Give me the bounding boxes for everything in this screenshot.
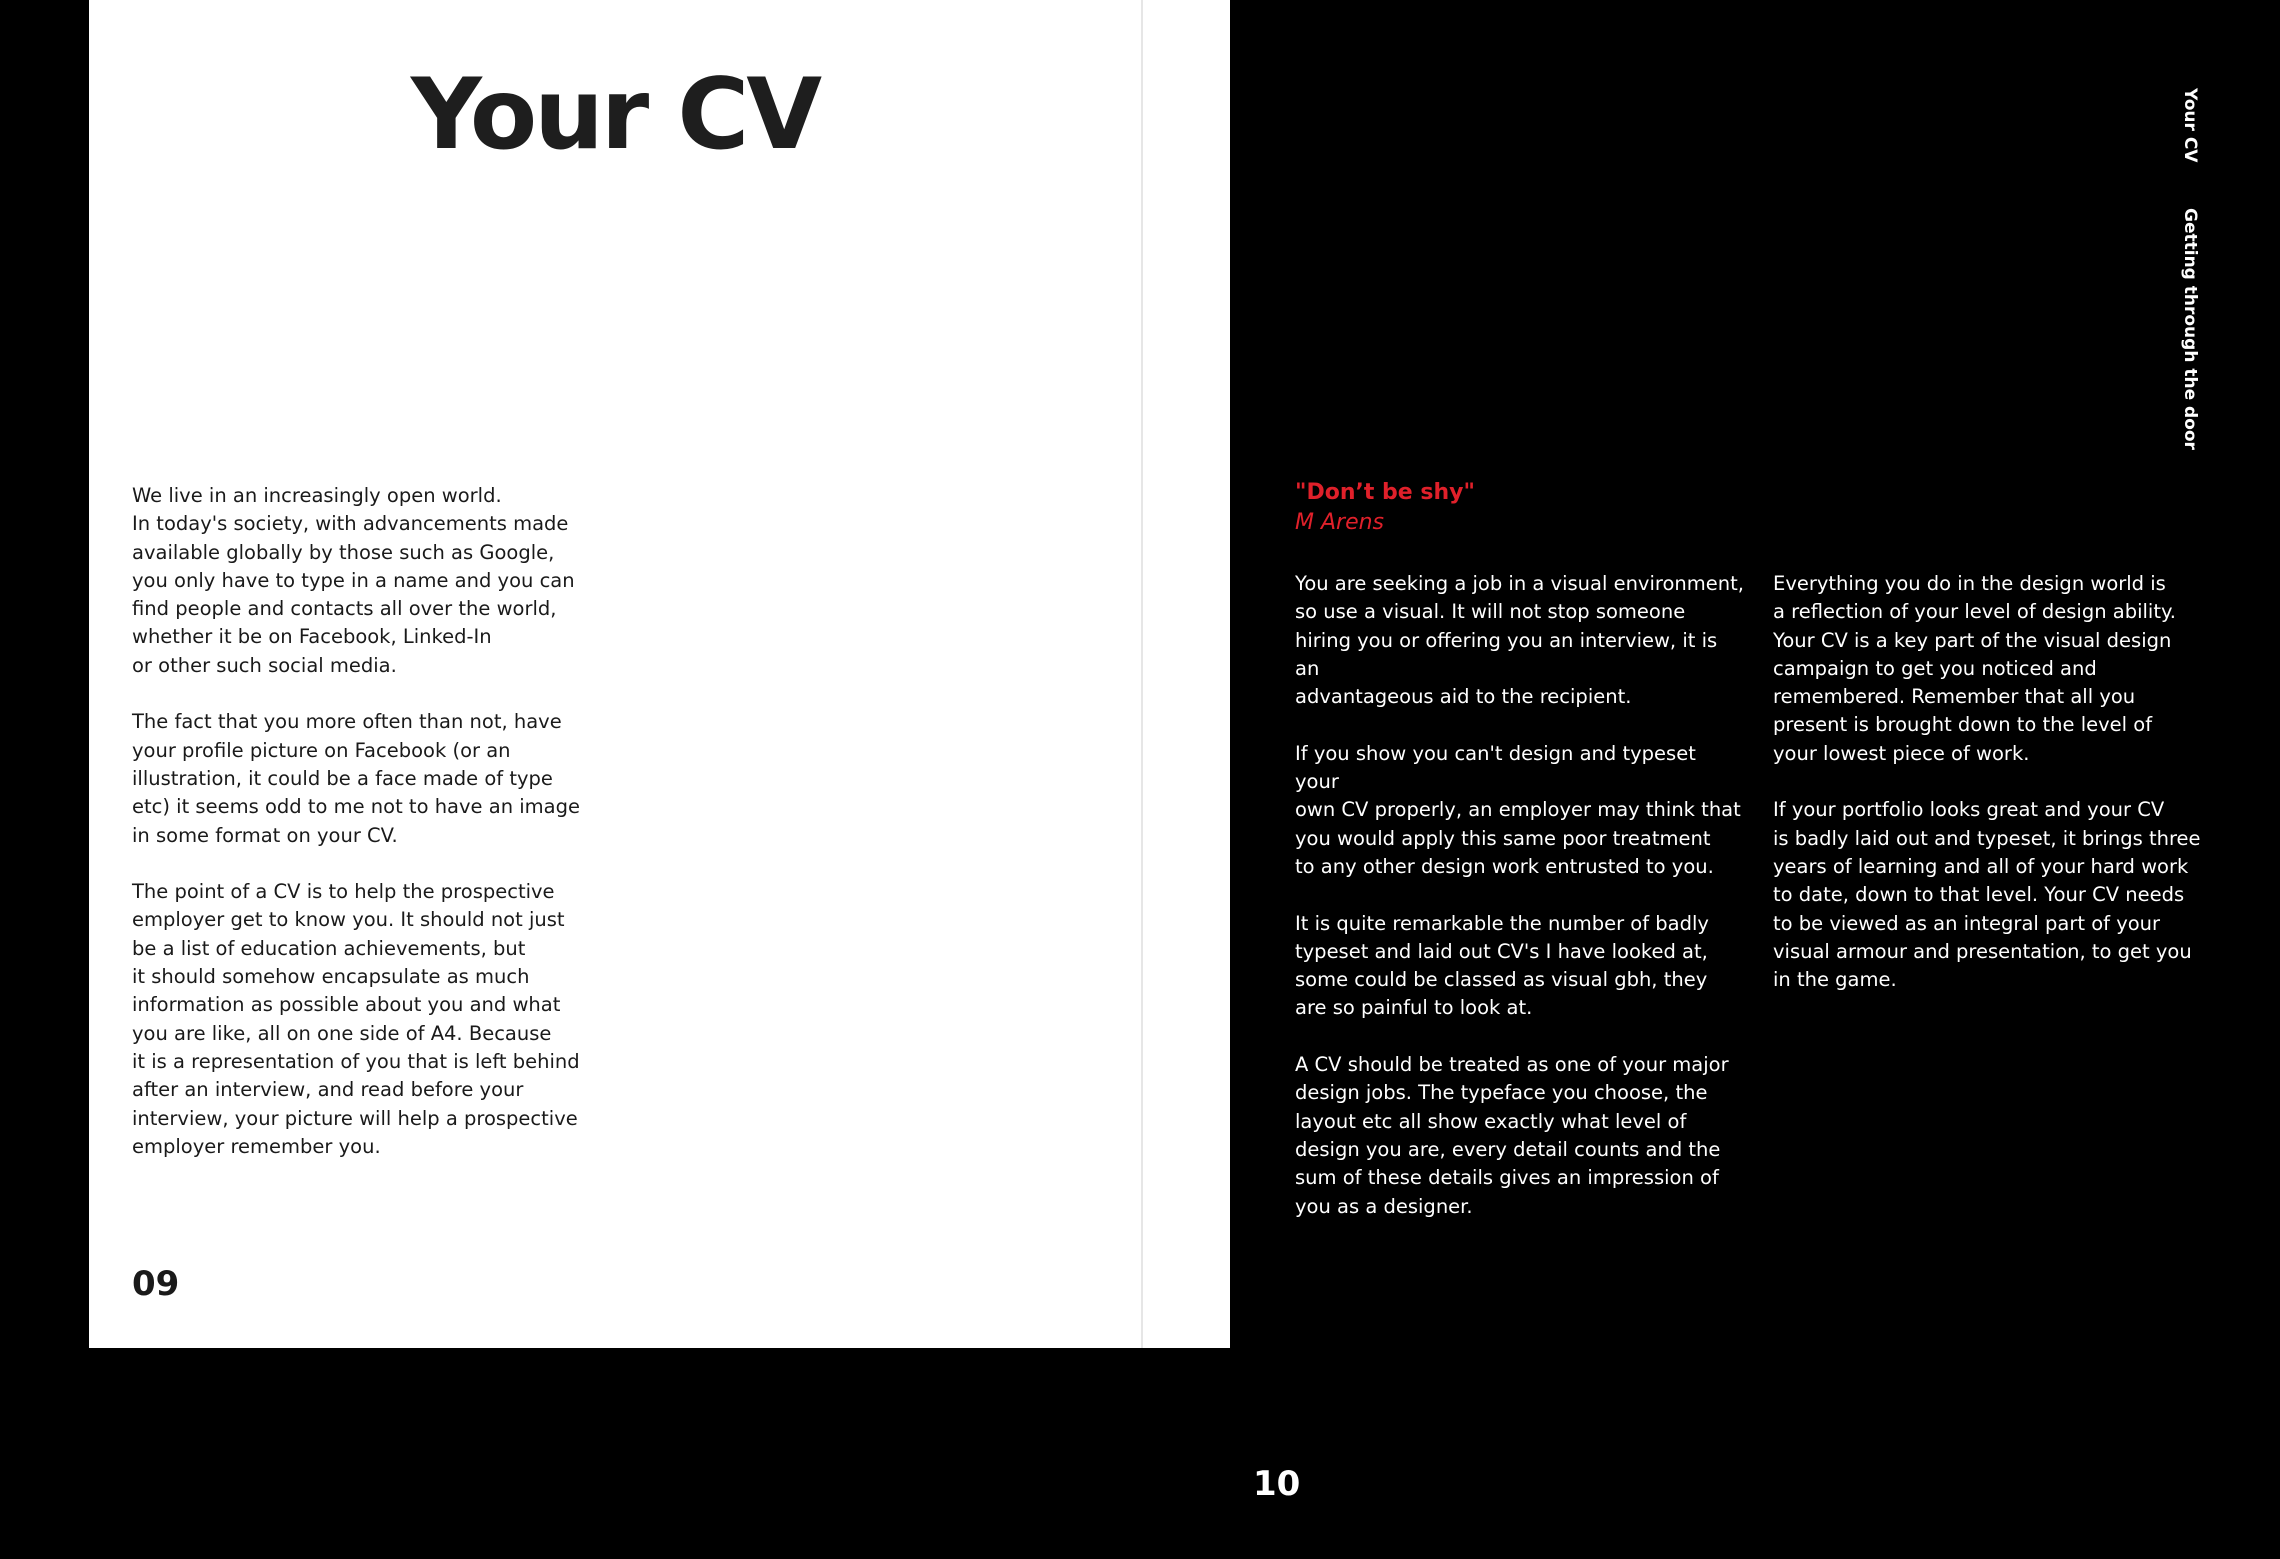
body-paragraph: If you show you can't design and typeset your own CV properly, an employer may think that you would apply this same poor treatment to any other design work entrusted to you. [1295,741,1741,878]
right-body-column-1 [1295,570,1745,1249]
page-title: Your CV [410,58,820,172]
quote-author: M Arens [1295,510,1385,535]
body-paragraph: You are seeking a job in a visual environment, so use a visual. It will not stop someone hiring you or offering you an interview, it is an advantageous aid to the recipient. [1295,572,1744,709]
body-paragraph: A CV should be treated as one of your major design jobs. The typeface you choose, the layout etc all show exactly what level of design you are, every detail counts and the sum of these details gives an impression of you as a designer. [1295,1053,1729,1218]
right-body-column-2 [1773,570,2223,1023]
pull-quote [1295,478,1475,538]
body-paragraph: The fact that you more often than not, have your profile picture on Facebook (or an illustration, it could be a face made of type etc) it seems odd to me not to have an image in some format on your CV. [132,710,580,847]
quote-text: "Don’t be shy" [1295,480,1475,505]
body-paragraph: Everything you do in the design world is a reflection of your level of design ability. Your CV is a key part of the visual design campaign to get you noticed and remembered. Remember that all you present is brought down to the level of your lowest piece of work. [1773,572,2176,765]
page-number-left: 09 [132,1264,180,1304]
body-paragraph: We live in an increasingly open world. In today's society, with advancements made available globally by those such as Google, you only have to type in a name and you can find people and contacts all over the world, whether it be on Facebook, Linked-In or other such social media. [132,484,575,677]
left-page [89,0,1230,1348]
body-paragraph: It is quite remarkable the number of badly typeset and laid out CV's I have looked at, some could be classed as visual gbh, they are so painful to look at. [1295,911,1709,1020]
running-head-chapter: Getting through the door [2180,208,2200,451]
body-paragraph: If your portfolio looks great and your CV is badly laid out and typeset, it brings three years of learning and all of your hard work to date, down to that level. Your CV needs to be viewed as an integral part of your visual armour and presentation, to get you in the game. [1773,798,2201,992]
left-body-column [132,482,582,1189]
running-head [2180,88,2200,450]
body-paragraph: The point of a CV is to help the prospective employer get to know you. It should not just be a list of education achievements, but it should somehow encapsulate as much information as possible about you and what you are like, all on one side of A4. Because it is a representation of you that is left behind after an interview, and read before your interview, your picture will help a prospective employer remember you. [132,880,580,1158]
running-head-section: Your CV [2180,88,2200,163]
page-fold-line [1141,0,1143,1348]
page-number-right: 10 [1253,1464,1301,1504]
